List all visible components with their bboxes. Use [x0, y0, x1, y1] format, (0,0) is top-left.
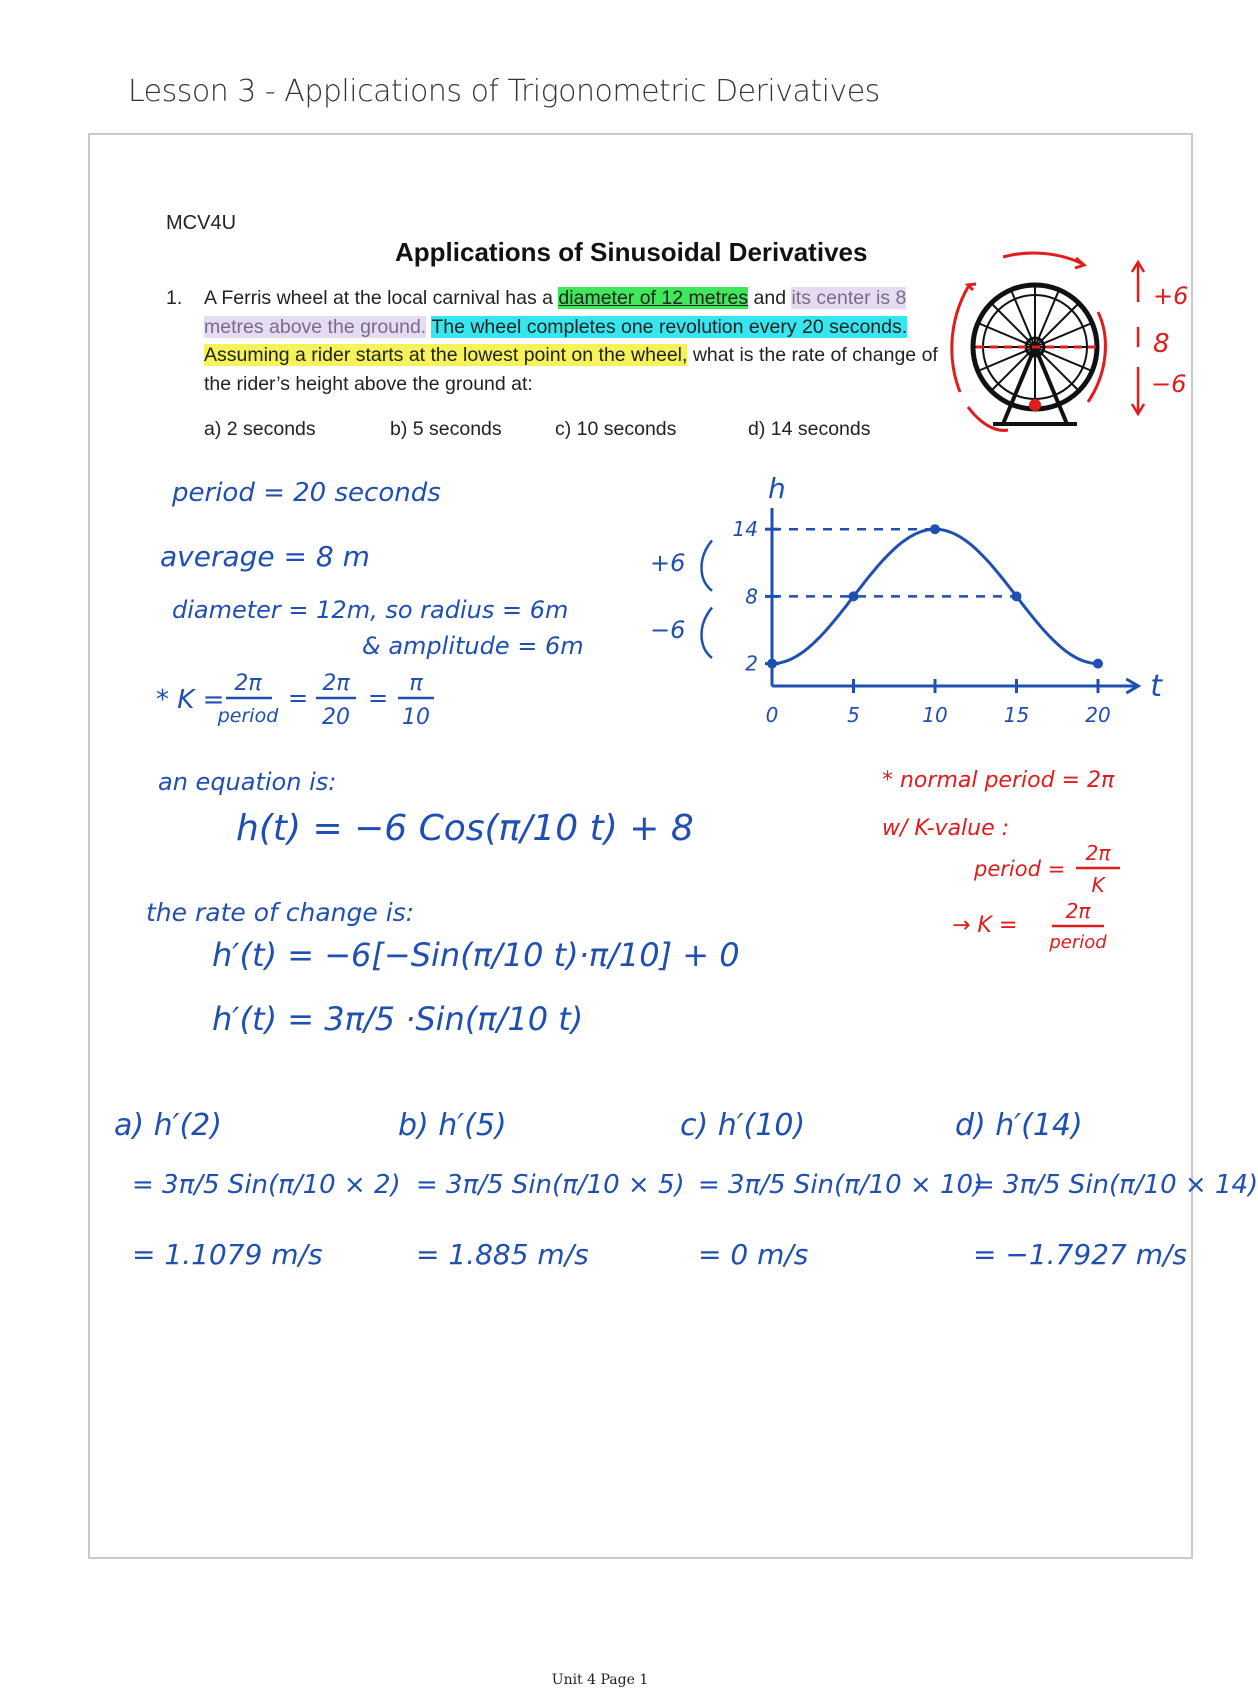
y-axis-label: h — [768, 472, 786, 505]
answer-label: c) h′(10) — [680, 1108, 806, 1143]
red-period-num: 2π — [1085, 841, 1111, 865]
red-k-num: 2π — [1065, 899, 1091, 923]
red-amplitude-arrows — [1132, 262, 1144, 414]
problem-number: 1. — [166, 287, 183, 309]
derivative-line2: h′(t) = 3π/5 ·Sin(π/10 t) — [212, 1000, 584, 1038]
note-diameter: diameter = 12m, so radius = 6m — [172, 596, 569, 624]
lesson-title: Lesson 3 - Applications of Trigonometric Derivatives — [128, 74, 880, 109]
wheel-center-8: 8 — [1153, 329, 1170, 359]
x-tick-label: 15 — [1003, 703, 1030, 727]
ferris-wheel-illustration — [948, 252, 1188, 442]
red-note-normal-period: * normal period = 2π — [882, 768, 1115, 793]
highlight-center: its center is 8 metres above the ground. — [204, 287, 907, 338]
chart-point — [1093, 659, 1103, 669]
note-amplitude: & amplitude = 6m — [362, 632, 584, 660]
part-c: c) 10 seconds — [555, 418, 677, 440]
red-note-period-formula — [970, 836, 1150, 902]
note-average: average = 8 m — [160, 540, 370, 573]
side-mark-minus6: −6 — [650, 616, 686, 644]
chart-point — [930, 524, 940, 534]
side-bracket-upper — [702, 540, 713, 590]
answer-expr: = 3π/5 Sin(π/10 × 10) — [698, 1170, 984, 1200]
x-axis-label: t — [1150, 669, 1163, 704]
rider-start-point — [1029, 399, 1041, 411]
equation: h(t) = −6 Cos(π/10 t) + 8 — [236, 808, 694, 849]
chart-point — [1012, 591, 1022, 601]
problem-text-part: and — [748, 287, 792, 309]
answer-result: = 0 m/s — [698, 1238, 809, 1271]
k-frac3-num: π — [409, 671, 423, 696]
height-curve — [772, 529, 1098, 663]
answer-expr: = 3π/5 Sin(π/10 × 14) — [973, 1170, 1258, 1200]
answer-label: b) h′(5) — [398, 1108, 507, 1143]
red-note-k-value: w/ K-value : — [882, 816, 1010, 841]
part-d: d) 14 seconds — [748, 418, 871, 440]
k-frac2-den: 20 — [322, 705, 350, 730]
k-frac2-num: 2π — [322, 671, 350, 696]
answer-expr: = 3π/5 Sin(π/10 × 5) — [416, 1170, 685, 1200]
x-tick-label: 0 — [765, 703, 779, 727]
answer-label: d) h′(14) — [955, 1108, 1083, 1143]
part-b: b) 5 seconds — [390, 418, 502, 440]
y-tick-label: 14 — [732, 517, 758, 542]
worksheet-title: Applications of Sinusoidal Derivatives — [395, 237, 868, 267]
red-period-lhs: period = — [974, 857, 1066, 881]
red-k-den: period — [1049, 932, 1107, 953]
answer-expr: = 3π/5 Sin(π/10 × 2) — [132, 1170, 401, 1200]
answer-label: a) h′(2) — [114, 1108, 222, 1143]
wheel-minus6: −6 — [1151, 370, 1187, 398]
y-tick-label: 8 — [745, 584, 758, 609]
k-frac3-den: 10 — [402, 705, 430, 730]
problem-text-part: what is the rate of change of the rider’s height above the ground at: — [204, 344, 938, 395]
red-k-lhs: → K = — [952, 913, 1018, 938]
k-frac1-num: 2π — [234, 671, 262, 696]
note-period: period = 20 seconds — [172, 478, 441, 508]
x-tick-label: 20 — [1085, 703, 1111, 727]
red-note-k-formula — [948, 896, 1148, 962]
wheel-plus6: +6 — [1153, 282, 1189, 310]
highlight-start: Assuming a rider starts at the lowest point on the wheel, — [204, 344, 688, 366]
page-footer: Unit 4 Page 1 — [551, 1672, 649, 1688]
part-a: a) 2 seconds — [204, 418, 316, 440]
problem-text-part: A Ferris wheel at the local carnival has a — [204, 287, 559, 309]
y-tick-label: 2 — [745, 651, 758, 676]
k-eq2: = — [368, 684, 389, 712]
chart-point — [849, 591, 859, 601]
chart-point — [767, 659, 777, 669]
highlight-period: The wheel completes one revolution every 20 seconds. — [431, 315, 908, 338]
rate-label: the rate of change is: — [146, 898, 415, 927]
answer-result: = 1.885 m/s — [416, 1238, 589, 1271]
x-tick-label: 5 — [847, 703, 860, 727]
equation-label: an equation is: — [158, 768, 337, 796]
derivative-line1: h′(t) = −6[−Sin(π/10 t)·π/10] + 0 — [212, 936, 740, 974]
answer-result: = −1.7927 m/s — [973, 1238, 1187, 1271]
k-formula — [150, 660, 480, 740]
answer-result: = 1.1079 m/s — [132, 1238, 323, 1271]
k-lhs: * K = — [156, 685, 225, 715]
x-tick-label: 10 — [922, 703, 948, 727]
problem-text — [204, 284, 956, 398]
k-eq1: = — [288, 684, 309, 712]
k-frac1-den: period — [217, 705, 279, 727]
course-code: MCV4U — [166, 212, 237, 234]
side-bracket-lower — [702, 608, 713, 658]
red-period-den: K — [1091, 873, 1105, 897]
highlight-diameter: diameter of 12 metres — [558, 287, 749, 309]
side-mark-plus6: +6 — [650, 548, 686, 577]
height-chart — [640, 462, 1180, 744]
